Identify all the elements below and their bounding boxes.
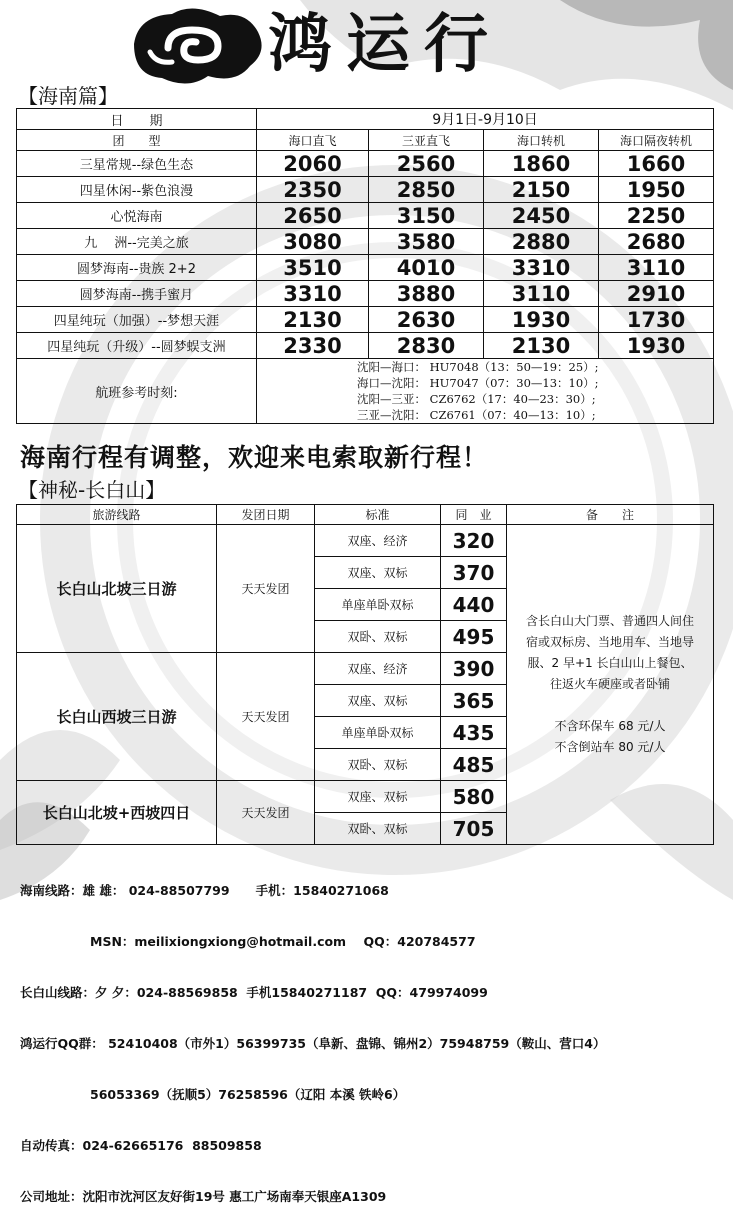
contact-line: 长白山线路：夕 夕：024-88569858 手机15840271187 QQ：479974099 — [20, 985, 488, 1000]
table-row — [17, 281, 714, 307]
price-cell: 495 — [441, 621, 507, 653]
price-cell: 2130 — [484, 333, 599, 359]
contact-line: 海南线路：雄 雄： 024-88507799 手机：15840271068 — [20, 883, 389, 898]
depart-date: 天天发团 — [217, 525, 315, 653]
price-cell: 3110 — [599, 255, 714, 281]
price-cell: 1950 — [599, 177, 714, 203]
price-cell: 2450 — [484, 203, 599, 229]
table-row — [17, 333, 714, 359]
column-header: 发团日期 — [217, 505, 315, 525]
remark-line: 往返火车硬座或者卧铺 — [549, 677, 670, 691]
table-row — [17, 255, 714, 281]
price-cell: 1930 — [599, 333, 714, 359]
column-header: 海口转机 — [484, 130, 599, 151]
price-cell: 485 — [441, 749, 507, 781]
header-row — [17, 505, 714, 525]
price-cell: 4010 — [369, 255, 484, 281]
price-cell: 2330 — [257, 333, 369, 359]
brand-title: 鸿运行 — [268, 8, 502, 82]
price-cell: 440 — [441, 589, 507, 621]
flight-label: 航班参考时刻: — [17, 359, 257, 424]
tour-name: 圆梦海南--贵族 2+2 — [17, 255, 257, 281]
price-cell: 2130 — [257, 307, 369, 333]
standard-cell: 双座、经济 — [315, 525, 441, 557]
price-cell: 2910 — [599, 281, 714, 307]
contact-line: 56053369（抚顺5）76258596（辽阳 本溪 铁岭6） — [90, 1087, 406, 1102]
table-row — [17, 229, 714, 255]
remark-line: 不含环保车 68 元/人 — [554, 719, 666, 733]
table-row — [17, 525, 714, 557]
depart-date: 天天发团 — [217, 781, 315, 845]
price-cell: 1730 — [599, 307, 714, 333]
standard-cell: 双座、双标 — [315, 781, 441, 813]
remark-spacer — [507, 695, 713, 716]
contact-line: MSN：meilixiongxiong@hotmail.com QQ：420784577 — [90, 934, 476, 949]
standard-cell: 单座单卧双标 — [315, 589, 441, 621]
contact-line: 自动传真：024-62665176 88509858 — [20, 1138, 262, 1153]
cloud-logo-icon — [128, 4, 268, 90]
notice-text: 海南行程有调整，欢迎来电索取新行程！ — [20, 443, 489, 472]
flight-line: 沈阳—三亚： CZ6762（17：40—23：30）; — [357, 392, 596, 406]
price-cell: 705 — [441, 813, 507, 845]
depart-date: 天天发团 — [217, 653, 315, 781]
price-cell: 2830 — [369, 333, 484, 359]
table-row — [17, 307, 714, 333]
price-cell: 365 — [441, 685, 507, 717]
header-row — [17, 130, 714, 151]
standard-cell: 双座、双标 — [315, 685, 441, 717]
column-header: 海口直飞 — [257, 130, 369, 151]
date-value: 9月1日-9月10日 — [257, 109, 714, 130]
price-cell: 2060 — [257, 151, 369, 177]
price-cell: 2350 — [257, 177, 369, 203]
flight-line: 三亚—沈阳： CZ6761（07：40—13：10）; — [357, 408, 596, 422]
flight-line: 海口—沈阳： HU7047（07：30—13：10）; — [357, 376, 599, 390]
price-cell: 3880 — [369, 281, 484, 307]
route-name: 长白山西坡三日游 — [17, 653, 217, 781]
flight-row — [17, 359, 714, 424]
price-cell: 2630 — [369, 307, 484, 333]
price-cell: 3150 — [369, 203, 484, 229]
standard-cell: 单座单卧双标 — [315, 717, 441, 749]
price-cell: 3310 — [257, 281, 369, 307]
changbai-price-table — [16, 504, 714, 845]
price-cell: 1860 — [484, 151, 599, 177]
price-cell: 3510 — [257, 255, 369, 281]
column-header: 海口隔夜转机 — [599, 130, 714, 151]
price-cell: 2560 — [369, 151, 484, 177]
tour-name: 圆梦海南--携手蜜月 — [17, 281, 257, 307]
price-cell: 2150 — [484, 177, 599, 203]
remarks-cell — [507, 525, 714, 845]
price-cell: 3080 — [257, 229, 369, 255]
contact-line: 公司地址：沈阳市沈河区友好街19号 惠工广场南奉天银座A1309 — [20, 1189, 387, 1204]
remark-line: 含长白山大门票、普通四人间住 — [525, 614, 694, 628]
price-cell: 580 — [441, 781, 507, 813]
remark-line: 服、2 早+1 长白山山上餐包、 — [527, 656, 693, 670]
column-header: 标准 — [315, 505, 441, 525]
price-cell: 2880 — [484, 229, 599, 255]
standard-cell: 双座、双标 — [315, 557, 441, 589]
route-name: 长白山北坡三日游 — [17, 525, 217, 653]
price-cell: 370 — [441, 557, 507, 589]
contact-info — [20, 848, 605, 1222]
price-cell: 2650 — [257, 203, 369, 229]
standard-cell: 双卧、双标 — [315, 813, 441, 845]
price-cell: 390 — [441, 653, 507, 685]
standard-cell: 双卧、双标 — [315, 749, 441, 781]
route-name: 长白山北坡+西坡四日 — [17, 781, 217, 845]
table-row — [17, 151, 714, 177]
price-cell: 435 — [441, 717, 507, 749]
price-cell: 1660 — [599, 151, 714, 177]
column-header: 旅游线路 — [17, 505, 217, 525]
price-cell: 320 — [441, 525, 507, 557]
remark-line: 宿或双标房、当地用车、当地导 — [525, 635, 694, 649]
price-cell: 2250 — [599, 203, 714, 229]
date-row — [17, 109, 714, 130]
column-header: 备 注 — [507, 505, 714, 525]
price-cell: 3110 — [484, 281, 599, 307]
price-cell: 2680 — [599, 229, 714, 255]
remark-line: 不含倒站车 80 元/人 — [554, 740, 666, 754]
flight-times — [257, 359, 714, 424]
tour-name: 四星纯玩（升级）--圆梦蜈支洲 — [17, 333, 257, 359]
tour-name: 四星休闲--紫色浪漫 — [17, 177, 257, 203]
tour-name: 三星常规--绿色生态 — [17, 151, 257, 177]
table-row — [17, 177, 714, 203]
section-tag-changbai: 【神秘-长白山】 — [18, 478, 166, 502]
price-cell: 3580 — [369, 229, 484, 255]
tour-name: 四星纯玩（加强）--梦想天涯 — [17, 307, 257, 333]
standard-cell: 双卧、双标 — [315, 621, 441, 653]
price-cell: 1930 — [484, 307, 599, 333]
flight-line: 沈阳—海口： HU7048（13：50—19：25）; — [357, 360, 599, 374]
column-header: 同 业 — [441, 505, 507, 525]
hainan-price-table — [16, 108, 714, 424]
contact-line: 鸿运行QQ群： 52410408（市外1）56399735（阜新、盘锦、锦州2）75948759（鞍山、营口4） — [20, 1036, 606, 1051]
type-label: 团 型 — [17, 130, 257, 151]
tour-name: 心悦海南 — [17, 203, 257, 229]
section-tag-hainan: 【海南篇】 — [18, 84, 118, 108]
column-header: 三亚直飞 — [369, 130, 484, 151]
table-row — [17, 203, 714, 229]
date-label: 日 期 — [17, 109, 257, 130]
tour-name: 九 洲--完美之旅 — [17, 229, 257, 255]
price-cell: 3310 — [484, 255, 599, 281]
price-cell: 2850 — [369, 177, 484, 203]
standard-cell: 双座、经济 — [315, 653, 441, 685]
